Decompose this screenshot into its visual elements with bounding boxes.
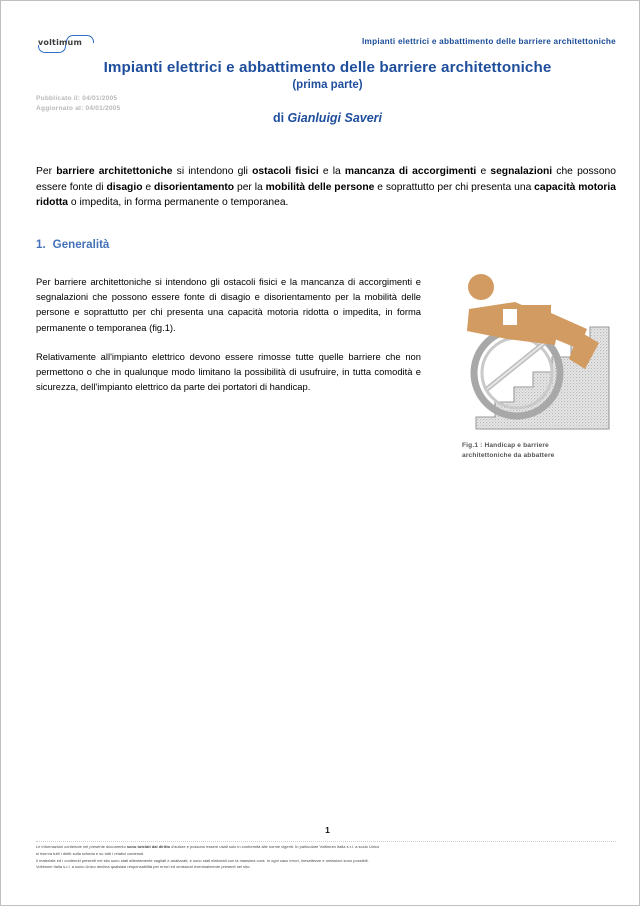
document-title: Impianti elettrici e abbattimento delle barriere architettoniche <box>103 59 552 76</box>
section-body <box>36 274 421 409</box>
published-date: Pubblicato il: 04/01/2005 <box>36 95 118 102</box>
intro-emphasis: ostacoli fisici <box>252 166 319 177</box>
wheelchair-barrier-illustration <box>459 269 619 437</box>
footer-line-2: si riserva tutti i diritti sulla scheda e su tutti i relativi contenuti. <box>36 850 145 856</box>
footer-line-3: Il materiale ed i contenuti presenti nel sito sono stati attentamente vagliati e analizzati, e sono stati elaborati con la massima cura. In ogni caso errori, inesattezze e omissioni sono possibili. <box>36 857 369 863</box>
author-name: Gianluigi Saveri <box>287 111 383 125</box>
intro-text: e <box>476 166 491 177</box>
intro-text: Per <box>36 166 57 177</box>
intro-text: che possono essere fonte di <box>36 166 616 193</box>
page-content-area <box>36 1 619 905</box>
footer-disclaimer <box>36 844 616 871</box>
person-arm <box>515 305 551 321</box>
section-heading <box>36 238 109 251</box>
running-header-title: Impianti elettrici e abbattimento delle barriere architettoniche <box>362 37 616 46</box>
intro-emphasis: barriere architettoniche <box>56 166 173 177</box>
intro-text: e la <box>318 166 345 177</box>
footer-text: d'autore e possono essere usati solo in conformità alle norme vigenti. In particolare Voltimum Italia s.r.l. a socio Unico <box>170 844 380 849</box>
footer-emphasis: sono tutelati dal diritto <box>126 844 171 849</box>
intro-emphasis: mancanza di accorgimenti <box>344 166 477 177</box>
intro-text: per la <box>234 181 266 193</box>
intro-emphasis: mobilità delle persone <box>265 181 375 193</box>
body-paragraph: Per barriere architettoniche si intendono gli ostacoli fisici e la mancanza di accorgimenti e segnalazioni che possono essere fonte di disagio e disorientamento per la mobilità delle persone e soprattutto per chi presenta una capacità motoria ridotta o impedita, in forma permanente o temporanea (fig.1). <box>36 276 421 333</box>
footer-line-4: Voltimum Italia s.r.l. a socio Unico declina qualsiasi responsabilità per errori ed omissioni eventualmente presenti nel sito. <box>36 864 251 870</box>
intro-emphasis: disagio <box>106 181 143 193</box>
figure-1 <box>459 269 619 460</box>
section-title: Generalità <box>52 238 110 251</box>
intro-text: o impedita, in forma permanente o temporanea. <box>68 197 289 209</box>
footer-text: Le informazioni contenute nel presente documento <box>36 844 127 849</box>
figure-caption <box>462 441 619 460</box>
page-header <box>36 33 619 57</box>
intro-text: e <box>142 181 154 193</box>
updated-date: Aggiornato al: 04/01/2005 <box>36 105 121 113</box>
intro-emphasis: segnalazioni <box>490 166 553 177</box>
intro-emphasis: disorientamento <box>153 181 235 193</box>
body-paragraph: Relativamente all'impianto elettrico devono essere rimosse tutte quelle barriere che non permettono o che in qualunque modo limitano la possibilità di usufruire, in tutta comodità e sicurezza, dell'impianto elettrico da parte dei portatori di handicap. <box>36 350 421 393</box>
person-head <box>468 274 494 300</box>
footer-divider <box>36 841 616 842</box>
figure-caption-line-1: Fig.1 : Handicap e barriere <box>462 442 549 449</box>
section-number: 1. <box>36 238 46 251</box>
byline-prefix: di <box>272 111 288 125</box>
intro-text: e soprattutto per chi presenta una <box>374 181 535 193</box>
document-subtitle: (prima parte) <box>292 79 363 91</box>
figure-caption-line-2: architettoniche da abbattere <box>462 451 555 459</box>
intro-paragraph <box>36 164 616 211</box>
person-body-notch <box>503 309 517 325</box>
intro-text: si intendono gli <box>172 166 253 177</box>
page-number: 1 <box>325 825 330 835</box>
voltimum-logo[interactable] <box>36 35 94 52</box>
byline <box>36 111 619 125</box>
footer-line-1 <box>36 844 616 851</box>
intro-emphasis: capacità motoria ridotta <box>36 181 617 209</box>
logo-wordmark: voltimum <box>38 38 82 47</box>
